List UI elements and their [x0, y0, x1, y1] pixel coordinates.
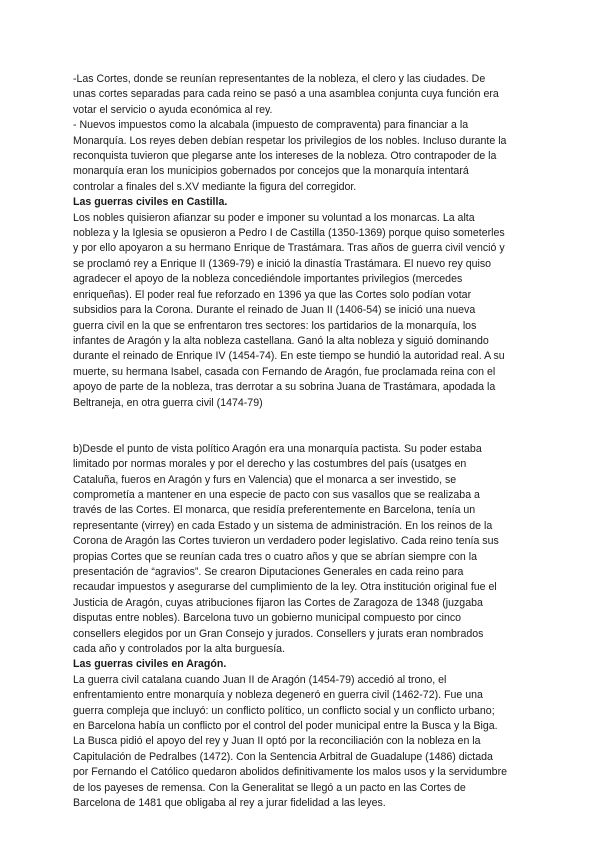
paragraph-castilla — [73, 211, 533, 411]
text-line: recaudar impuestos y asegurarse del cumplimiento de la ley. Otra institución original fue el — [73, 581, 497, 594]
paragraph-cortes — [73, 72, 533, 118]
heading-guerras-castilla — [73, 195, 533, 210]
text-line: través de las Cortes. El monarca, que residía preferentemente en Barcelona, tenía un — [73, 504, 476, 517]
text-line: guerra civil en la que se enfrentaron tres sectores: los partidarios de la monarquía, los — [73, 319, 477, 332]
text-line: b)Desde el punto de vista político Aragón era una monarquía pactista. Su poder estaba — [73, 442, 482, 455]
paragraph-impuestos — [73, 118, 533, 195]
text-line: Monarquía. Los reyes deben debían respetar los privilegios de los nobles. Incluso durante la — [73, 134, 507, 147]
text-line: -Las Cortes, donde se reunían representantes de la nobleza, el clero y las ciudades. De — [73, 73, 486, 85]
text-line: subsidios para la Corona. Durante el reinado de Juan II (1406-54) se inició una nueva — [73, 304, 476, 317]
text-line: Corona de Aragón las Cortes tuvieron un verdadero poder legislativo. Cada reino tenía sus — [73, 535, 499, 548]
text-line: presentación de “agravios”. Se crearon Diputaciones Generales en cada reino para — [73, 565, 464, 578]
heading-text: Las guerras civiles en Castilla. — [73, 196, 228, 209]
text-line: nobleza y la Iglesia se opusieron a Pedro I de Castilla (1350-1369) porque quiso someterles — [73, 227, 505, 240]
text-line: limitado por normas morales y por el derecho y las costumbres del país (usatges en — [73, 458, 467, 471]
text-line: por Fernando el Católico quedaron abolidos definitivamente los malos usos y la servidumbre — [73, 766, 507, 779]
text-line: disputas entre nobles). Barcelona tuvo un gobierno municipal compuesto por cinco — [73, 612, 462, 625]
heading-text: Las guerras civiles en Aragón. — [73, 658, 227, 671]
text-line: consellers elegidos por un Gran Consejo y jurados. Consellers y jurats eran nombrados — [73, 627, 484, 640]
text-line: guerra compleja que incluyó: un conflicto político, un conflicto social y un conflicto urbano; — [73, 704, 495, 717]
text-line: Barcelona de 1481 que obligaba al rey a jurar fidelidad a las leyes. — [73, 797, 386, 810]
text-line: propias Cortes que se reunían cada tres o cuatro años y que se abrían siempre con la — [73, 550, 477, 563]
blank-line — [73, 426, 533, 441]
text-line: apoyo de parte de la nobleza, tras derrotar a su sobrina Juana de Trastámara, apodada la — [73, 381, 496, 394]
text-line: enriqueñas). El poder real fue reforzado en 1396 ya que las Cortes solo podían votar — [73, 288, 472, 301]
document-page — [73, 72, 533, 811]
text-line: votar el servicio o ayuda económica al rey. — [73, 103, 273, 116]
text-line: Cataluña, fueros en Aragón y furs en Valencia) que el monarca a ser investido, se — [73, 473, 457, 486]
text-line: La guerra civil catalana cuando Juan II de Aragón (1454-79) accedió al trono, el — [73, 673, 447, 686]
text-line: en Barcelona había un conflicto por el control del poder municipal entre la Busca y la Biga. — [73, 720, 498, 733]
text-line: agradecer el apoyo de la nobleza concediéndole importantes privilegios (mercedes — [73, 273, 463, 286]
text-line: Capitulación de Pedralbes (1472). Con la Sentencia Arbitral de Guadalupe (1486) dictada — [73, 750, 493, 763]
text-line: de los payeses de remensa. Con la Generalitat se llegó a un pacto en las Cortes de — [73, 781, 466, 794]
text-line: unas cortes separadas para cada reino se pasó a una asamblea conjunta cuya función era — [73, 88, 499, 101]
text-line: controlar a finales del s.XV mediante la figura del corregidor. — [73, 180, 357, 193]
text-line: se proclamó rey a Enrique II (1369-79) e inició la dinastía Trastámara. El nuevo rey quiso — [73, 257, 492, 270]
text-line: Justicia de Aragón, cuyas atribuciones fijaron las Cortes de Zaragoza de 1348 (juzgaba — [73, 596, 483, 609]
heading-guerras-aragon — [73, 657, 533, 672]
paragraph-aragon-guerra — [73, 673, 533, 812]
text-line: cada año y controlados por la alta burguesía. — [73, 643, 286, 655]
text-line: La Busca pidió el apoyo del rey y Juan II optó por la reconciliación con la nobleza en la — [73, 735, 481, 748]
text-line: monarquía eran los municipios gobernados por concejos que la monarquía intentará — [73, 165, 469, 178]
text-line: Beltraneja, en otra guerra civil (1474-79) — [73, 396, 263, 409]
text-line: infantes de Aragón y la alta nobleza castellana. Ganó la alta nobleza y siguió dominando — [73, 334, 489, 347]
text-line: Los nobles quisieron afianzar su poder e imponer su voluntad a los monarcas. La alta — [73, 211, 475, 224]
paragraph-aragon-pactista — [73, 442, 533, 658]
text-line: y por ello apoyaron a su hermano Enrique de Trastámara. Tras años de guerra civil venció y — [73, 242, 505, 255]
text-line: representante (virrey) en cada Estado y un sistema de administración. En los reinos de la — [73, 519, 493, 532]
blank-line — [73, 411, 533, 426]
text-line: muerte, su hermana Isabel, casada con Fernando de Aragón, fue proclamada reina con el — [73, 365, 496, 378]
text-line: - Nuevos impuestos como la alcabala (impuesto de compraventa) para financiar a la — [73, 119, 469, 132]
text-line: reconquista tuvieron que plegarse ante los intereses de la nobleza. Otro contrapoder de la — [73, 150, 497, 163]
text-line: enfrentamiento entre monarquía y nobleza degeneró en guerra civil (1462-72). Fue una — [73, 689, 483, 702]
text-line: comprometía a mantener en una especie de pacto con sus vasallos que se realizaba a — [73, 488, 480, 501]
text-line: durante el reinado de Enrique IV (1454-74). En este tiempo se hundió la autoridad real. A su — [73, 350, 505, 363]
